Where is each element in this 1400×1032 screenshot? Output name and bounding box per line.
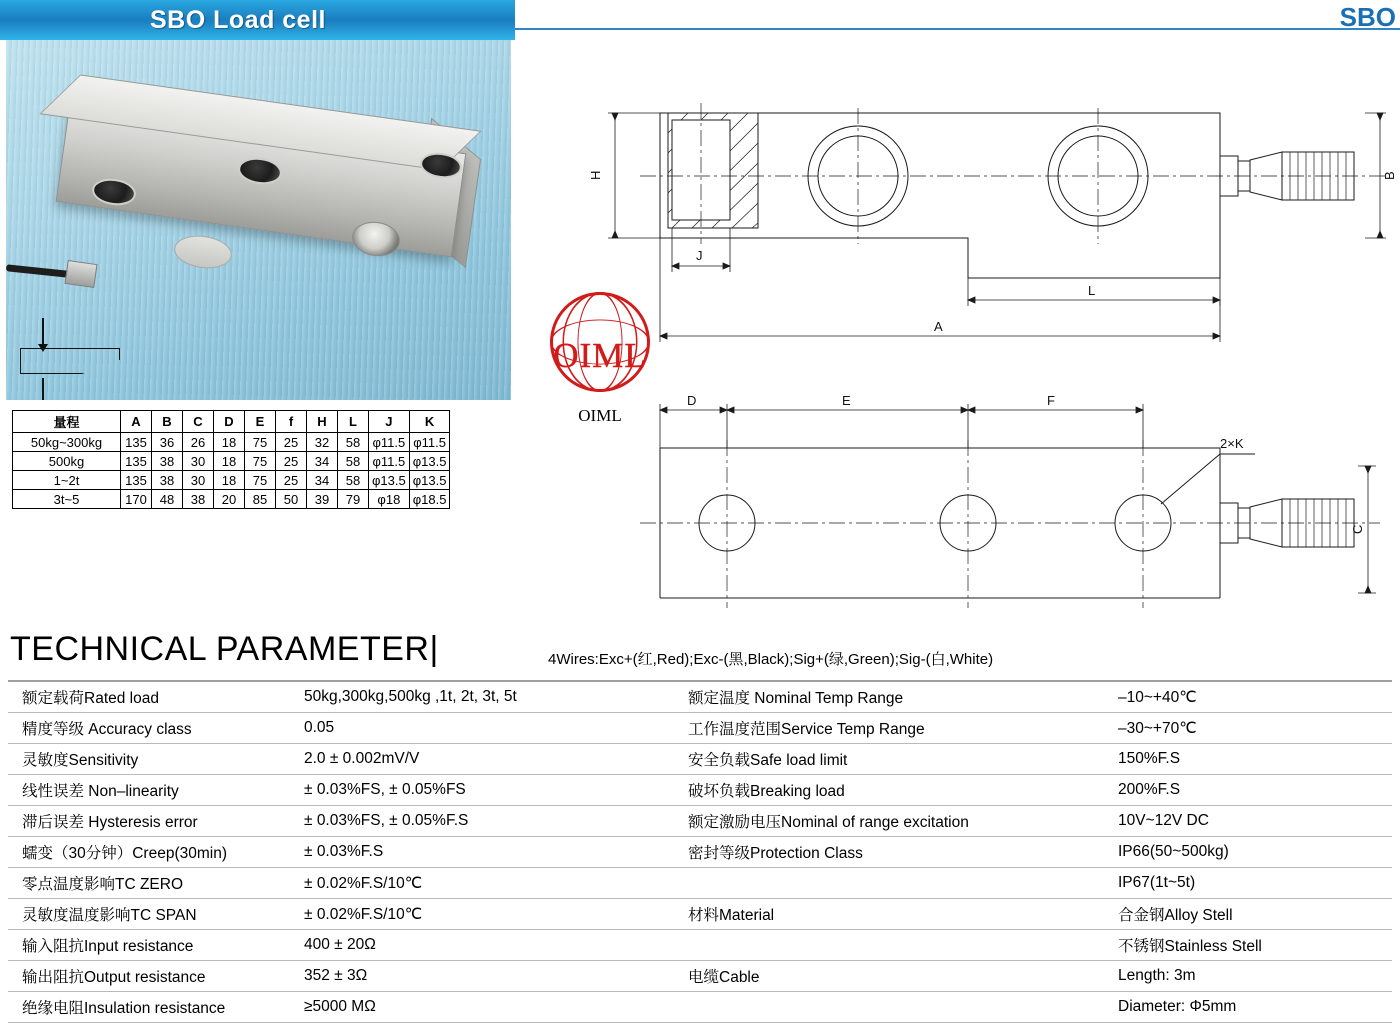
dim-cell: 58 [338, 433, 369, 452]
param-label [678, 930, 1108, 961]
dim-cell: 36 [152, 433, 183, 452]
dim-cell: 3t~5 [13, 490, 121, 509]
param-label: 材料Material [678, 899, 1108, 930]
svg-text:H: H [588, 170, 603, 180]
model-code: SBO [1339, 2, 1396, 32]
technical-parameter-table [8, 680, 1392, 1023]
dim-header-cell: E [245, 411, 276, 433]
param-label: 工作温度范围Service Temp Range [678, 713, 1108, 744]
param-label: 灵敏度Sensitivity [8, 744, 298, 775]
dim-cell: φ11.5 [409, 433, 450, 452]
param-value: 50kg,300kg,500kg ,1t, 2t, 3t, 5t [298, 681, 678, 713]
dim-cell: 170 [121, 490, 152, 509]
svg-text:J: J [696, 248, 703, 263]
dim-cell: 32 [307, 433, 338, 452]
dim-cell: 75 [245, 471, 276, 490]
page-header [0, 0, 1400, 40]
dim-cell: 25 [276, 471, 307, 490]
param-value: 10V~12V DC [1108, 806, 1392, 837]
engineering-drawings [520, 48, 1400, 628]
dim-header-cell: f [276, 411, 307, 433]
param-value: ≥5000 MΩ [298, 992, 678, 1023]
table-row [8, 744, 1392, 775]
dim-cell: 1~2t [13, 471, 121, 490]
param-value: ± 0.02%F.S/10℃ [298, 899, 678, 930]
param-value: 合金钢Alloy Stell [1108, 899, 1392, 930]
dim-header-cell: L [338, 411, 369, 433]
svg-text:L: L [1088, 283, 1096, 298]
dim-cell: φ13.5 [369, 471, 410, 490]
svg-text:F: F [1047, 393, 1055, 408]
param-value: ± 0.03%FS, ± 0.05%FS [298, 775, 678, 806]
param-label: 精度等级 Accuracy class [8, 713, 298, 744]
load-direction-arrow-top [42, 318, 44, 344]
param-value: Diameter: Φ5mm [1108, 992, 1392, 1023]
table-row [8, 930, 1392, 961]
param-label: 绝缘电阻Insulation resistance [8, 992, 298, 1023]
dim-cell: 135 [121, 433, 152, 452]
table-row [8, 806, 1392, 837]
dim-cell: 34 [307, 452, 338, 471]
drawing-svg [520, 48, 1400, 628]
dim-cell: 75 [245, 452, 276, 471]
table-row [13, 471, 450, 490]
dim-cell: 50 [276, 490, 307, 509]
dimension-table-header-row [13, 411, 450, 433]
param-label: 额定载荷Rated load [8, 681, 298, 713]
dim-header-cell: H [307, 411, 338, 433]
product-photo [6, 40, 511, 400]
dim-cell: 79 [338, 490, 369, 509]
dim-header-cell: J [369, 411, 410, 433]
oiml-caption: OIML [578, 406, 622, 425]
cable-gland-graphic [64, 260, 97, 288]
param-label: 输入阻抗Input resistance [8, 930, 298, 961]
param-label: 输出阻抗Output resistance [8, 961, 298, 992]
dim-cell: 25 [276, 433, 307, 452]
dim-cell: φ18.5 [409, 490, 450, 509]
param-label: 蠕变（30分钟）Creep(30min) [8, 837, 298, 868]
header-divider [515, 28, 1400, 30]
page-title: SBO Load cell [150, 6, 326, 34]
table-row [13, 490, 450, 509]
param-value: 352 ± 3Ω [298, 961, 678, 992]
sealing-plate [172, 232, 234, 272]
dim-cell: 20 [214, 490, 245, 509]
table-row [8, 961, 1392, 992]
svg-text:2×K: 2×K [1220, 436, 1244, 451]
table-row [8, 837, 1392, 868]
svg-text:A: A [934, 319, 943, 334]
dim-cell: 48 [152, 490, 183, 509]
svg-text:D: D [687, 393, 697, 408]
param-value: ± 0.02%F.S/10℃ [298, 868, 678, 899]
svg-text:B: B [1382, 171, 1397, 180]
dim-cell: φ11.5 [369, 433, 410, 452]
param-label: 电缆Cable [678, 961, 1108, 992]
dim-cell: 500kg [13, 452, 121, 471]
dim-cell: 85 [245, 490, 276, 509]
param-value: 150%F.S [1108, 744, 1392, 775]
param-value: 0.05 [298, 713, 678, 744]
dim-cell: 30 [183, 471, 214, 490]
table-row [13, 452, 450, 471]
dim-cell: 135 [121, 452, 152, 471]
param-value: 200%F.S [1108, 775, 1392, 806]
table-row [8, 713, 1392, 744]
param-label: 额定温度 Nominal Temp Range [678, 681, 1108, 713]
dim-header-cell: D [214, 411, 245, 433]
tech-parameter-title: TECHNICAL PARAMETER| [10, 630, 439, 668]
table-row [8, 899, 1392, 930]
param-label: 破坏负载Breaking load [678, 775, 1108, 806]
dim-cell: 30 [183, 452, 214, 471]
dim-header-cell: B [152, 411, 183, 433]
table-row [13, 433, 450, 452]
oiml-mark-text: OIML [553, 336, 647, 375]
param-value: 400 ± 20Ω [298, 930, 678, 961]
dim-cell: 18 [214, 433, 245, 452]
dim-cell: 18 [214, 471, 245, 490]
table-row [8, 775, 1392, 806]
load-direction-arrow-bottom [42, 378, 44, 400]
param-label: 灵敏度温度影响TC SPAN [8, 899, 298, 930]
dim-cell: 25 [276, 452, 307, 471]
param-value: IP66(50~500kg) [1108, 837, 1392, 868]
param-label: 线性误差 Non–linearity [8, 775, 298, 806]
dim-cell: 38 [183, 490, 214, 509]
dim-cell: 50kg~300kg [13, 433, 121, 452]
dim-header-cell: A [121, 411, 152, 433]
table-row [8, 992, 1392, 1023]
param-label: 零点温度影响TC ZERO [8, 868, 298, 899]
dim-cell: φ13.5 [409, 452, 450, 471]
dim-cell: 58 [338, 471, 369, 490]
param-label: 额定激励电压Nominal of range excitation [678, 806, 1108, 837]
param-label [678, 868, 1108, 899]
wiring-note: 4Wires:Exc+(红,Red);Exc-(黑,Black);Sig+(绿,Green);Sig-(白,White) [548, 651, 994, 668]
dim-header-cell: C [183, 411, 214, 433]
dim-cell: 135 [121, 471, 152, 490]
param-value: 2.0 ± 0.002mV/V [298, 744, 678, 775]
dim-cell: 75 [245, 433, 276, 452]
param-value: ± 0.03%F.S [298, 837, 678, 868]
param-value: IP67(1t~5t) [1108, 868, 1392, 899]
dim-cell: φ18 [369, 490, 410, 509]
param-value: ± 0.03%FS, ± 0.05%F.S [298, 806, 678, 837]
param-label: 密封等级Protection Class [678, 837, 1108, 868]
param-value: Length: 3m [1108, 961, 1392, 992]
dim-header-cell: K [409, 411, 450, 433]
dim-cell: 38 [152, 452, 183, 471]
dim-cell: 39 [307, 490, 338, 509]
load-direction-shape [20, 348, 120, 374]
dimension-table [12, 410, 450, 509]
dim-cell: φ13.5 [409, 471, 450, 490]
param-value: –10~+40℃ [1108, 681, 1392, 713]
dim-cell: 38 [152, 471, 183, 490]
param-label: 安全负载Safe load limit [678, 744, 1108, 775]
param-label: 滞后误差 Hysteresis error [8, 806, 298, 837]
param-value: –30~+70℃ [1108, 713, 1392, 744]
dim-cell: 26 [183, 433, 214, 452]
table-row [8, 681, 1392, 713]
dim-cell: 58 [338, 452, 369, 471]
param-value: 不锈钢Stainless Stell [1108, 930, 1392, 961]
dim-header-cell: 量程 [13, 411, 121, 433]
table-row [8, 868, 1392, 899]
svg-text:C: C [1350, 524, 1365, 534]
param-label [678, 992, 1108, 1023]
dim-cell: 18 [214, 452, 245, 471]
svg-text:E: E [842, 393, 851, 408]
dim-cell: φ11.5 [369, 452, 410, 471]
dim-cell: 34 [307, 471, 338, 490]
